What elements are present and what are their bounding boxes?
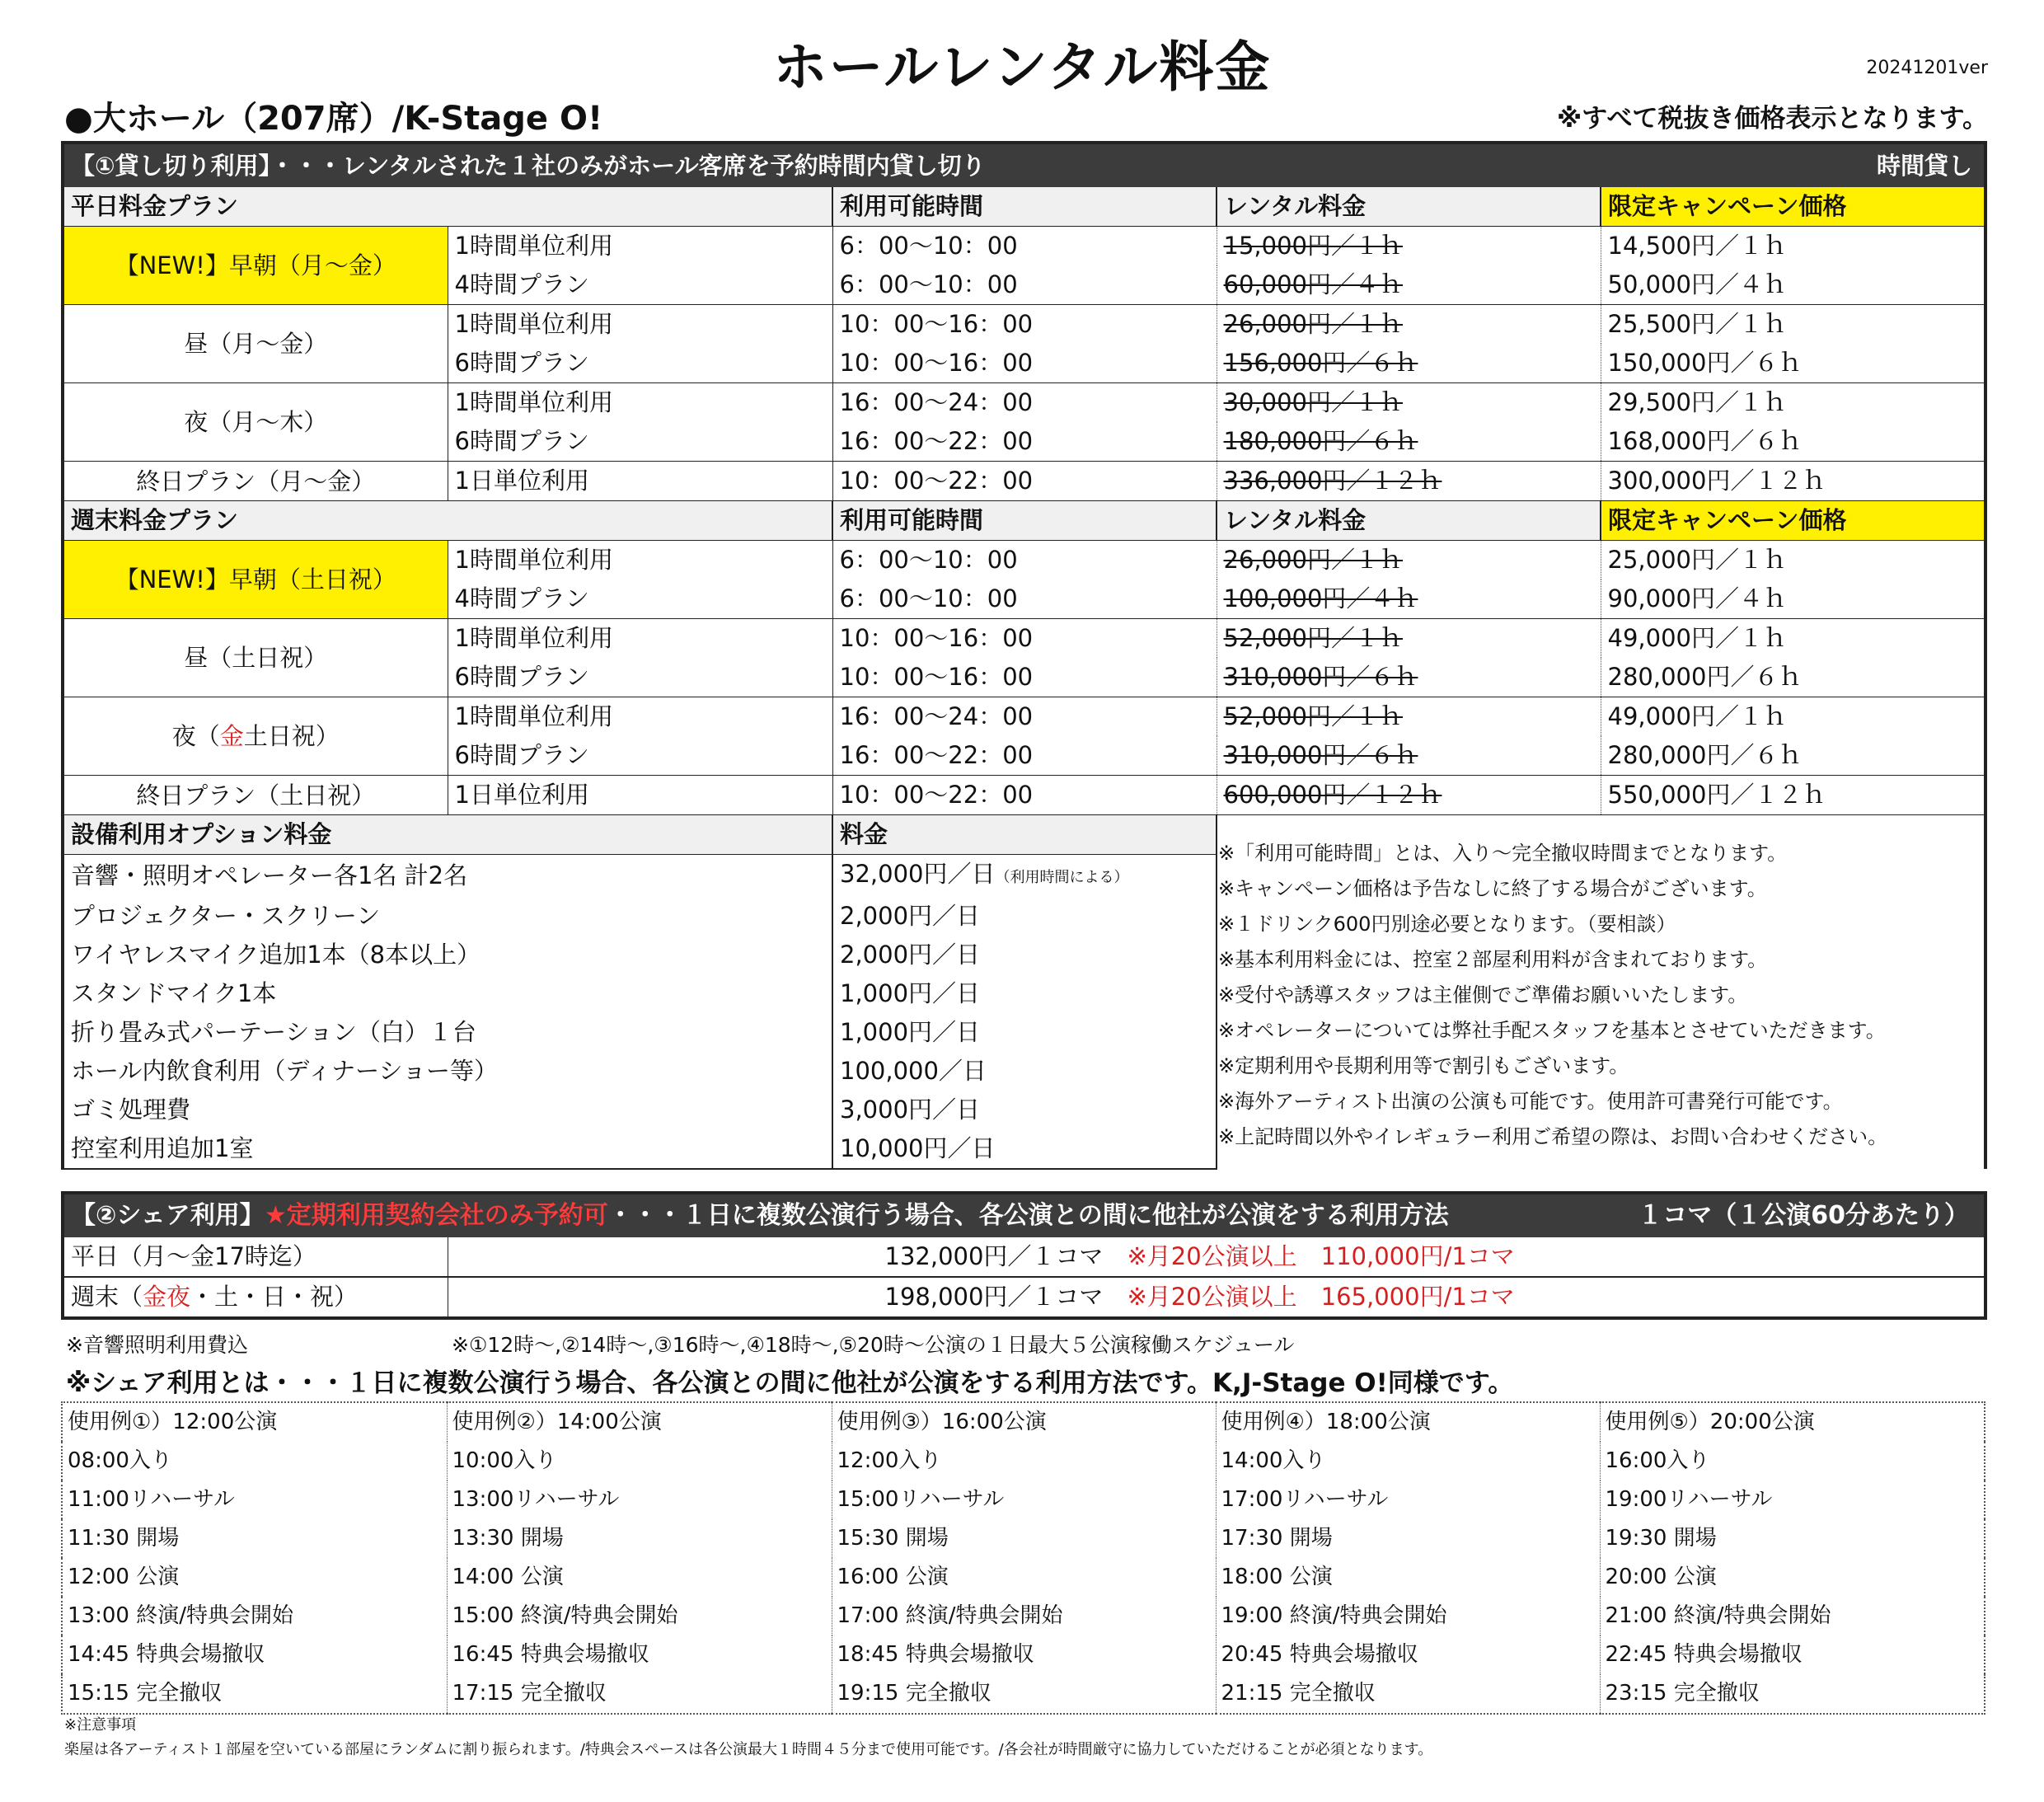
campaign-price: 25,000円／１ｈ bbox=[1601, 541, 1985, 580]
example-step: 13:30 開場 bbox=[447, 1519, 832, 1558]
options-price-header: 料金 bbox=[832, 815, 1217, 855]
example-step: 15:15 完全撤収 bbox=[68, 1681, 223, 1706]
campaign-price: 150,000円／６ｈ bbox=[1601, 344, 1985, 383]
price-row bbox=[63, 619, 1985, 659]
example-step: 15:00リハーサル bbox=[832, 1481, 1216, 1519]
example-row bbox=[62, 1597, 1985, 1635]
share-explanation: ※シェア利用とは・・・１日に複数公演行う場合、各公演との間に他社が公演をする利用方法です。K,J-Stage O!同様です。 bbox=[66, 1368, 1514, 1398]
regular-price-value: 600,000円／１２ｈ bbox=[1223, 781, 1442, 809]
example-title: 使用例③）16:00公演 bbox=[832, 1402, 1216, 1442]
regular-price bbox=[1217, 619, 1601, 659]
campaign-price: 90,000円／４ｈ bbox=[1601, 580, 1985, 619]
example-title: 使用例①）12:00公演 bbox=[68, 1410, 278, 1434]
plan-type: 6時間プラン bbox=[448, 422, 832, 462]
plan-type: 6時間プラン bbox=[448, 344, 832, 383]
regular-price bbox=[1217, 344, 1601, 383]
available-time: 16：00～24：00 bbox=[832, 383, 1217, 423]
regular-price bbox=[1217, 462, 1601, 501]
regular-price-value: 26,000円／１ｈ bbox=[1223, 546, 1403, 574]
example-step: 22:45 特典会場撤収 bbox=[1600, 1635, 1985, 1674]
example-step: 20:45 特典会場撤収 bbox=[1216, 1635, 1600, 1674]
share-header-unit: １コマ（１公演60分あたり） bbox=[448, 1193, 1985, 1237]
usage-examples bbox=[61, 1401, 1985, 1715]
hall-name: ●大ホール（207席）/K-Stage O! bbox=[64, 100, 603, 138]
note-item: ※定期利用や長期利用等で割引もございます。 bbox=[1218, 1054, 1629, 1077]
example-step: 14:00入り bbox=[1216, 1442, 1600, 1481]
option-price: 100,000／日 bbox=[832, 1052, 1217, 1091]
available-time: 16：00～22：00 bbox=[832, 736, 1217, 776]
weekend-campaign-header: 限定キャンペーン価格 bbox=[1601, 501, 1985, 541]
option-price: 1,000円／日 bbox=[832, 974, 1217, 1013]
option-name: 控室利用追加1室 bbox=[63, 1129, 832, 1169]
example-step: 19:00 終演/特典会開始 bbox=[1216, 1597, 1600, 1635]
plan-type: 6時間プラン bbox=[448, 658, 832, 697]
campaign-price: 29,500円／１ｈ bbox=[1601, 383, 1985, 423]
regular-price-value: 336,000円／１２ｈ bbox=[1223, 467, 1442, 495]
plan-name: 昼（月～金） bbox=[63, 305, 448, 383]
footer-title: ※注意事項 bbox=[64, 1716, 137, 1734]
footer-text: 楽屋は各アーティスト１部屋を空いている部屋にランダムに割り振られます。/特典会スペースは各公演最大１時間４５分まで使用可能です。/各会社が時間厳守に協力していただけることが必須となります。 bbox=[64, 1741, 1433, 1758]
campaign-price: 550,000円／１２ｈ bbox=[1601, 776, 1985, 815]
option-name: スタンドマイク1本 bbox=[71, 979, 277, 1007]
option-name: 音響・照明オペレーター各1名 計2名 bbox=[71, 861, 468, 889]
plan-type: 1時間単位利用 bbox=[448, 619, 832, 659]
note-item: ※「利用可能時間」とは、入り～完全撤収時間までとなります。 bbox=[1218, 842, 1788, 865]
example-row bbox=[62, 1442, 1985, 1481]
price-row bbox=[63, 776, 1985, 815]
available-time: 6：00～10：00 bbox=[832, 265, 1217, 305]
plan-name: 【NEW!】早朝（月～金） bbox=[63, 227, 448, 305]
example-step: 10:00入り bbox=[447, 1442, 832, 1481]
example-step: 19:15 完全撤収 bbox=[832, 1674, 1216, 1714]
option-price: 10,000円／日 bbox=[832, 1129, 1217, 1169]
available-time: 6：00～10：00 bbox=[832, 541, 1217, 580]
rental-header: 【①貸し切り利用】・・・レンタルされた１社のみがホール客席を予約時間内貸し切り bbox=[63, 143, 1601, 187]
regular-price-value: 100,000円／４ｈ bbox=[1223, 584, 1418, 612]
example-row bbox=[62, 1674, 1985, 1714]
example-step: 19:00リハーサル bbox=[1600, 1481, 1985, 1519]
campaign-price: 25,500円／１ｈ bbox=[1601, 305, 1985, 345]
price-row bbox=[63, 305, 1985, 345]
campaign-price: 280,000円／６ｈ bbox=[1601, 736, 1985, 776]
option-price: 1,000円／日 bbox=[832, 1013, 1217, 1052]
example-step: 19:30 開場 bbox=[1600, 1519, 1985, 1558]
example-row bbox=[62, 1519, 1985, 1558]
weekday-price-header: レンタル料金 bbox=[1217, 187, 1601, 227]
tax-note: ※すべて税抜き価格表示となります。 bbox=[1556, 104, 1988, 134]
regular-price-value: 26,000円／１ｈ bbox=[1223, 310, 1403, 338]
example-step: 14:45 特典会場撤収 bbox=[68, 1642, 265, 1667]
example-step: 17:30 開場 bbox=[1216, 1519, 1600, 1558]
share-weekday-label: 平日（月～金17時迄） bbox=[63, 1237, 448, 1277]
available-time: 10：00～16：00 bbox=[832, 658, 1217, 697]
example-step: 15:30 開場 bbox=[832, 1519, 1216, 1558]
regular-price bbox=[1217, 422, 1601, 462]
plan-type: 1日単位利用 bbox=[448, 462, 832, 501]
example-step: 13:00 終演/特典会開始 bbox=[68, 1603, 293, 1628]
option-name: ゴミ処理費 bbox=[71, 1096, 191, 1124]
campaign-price: 280,000円／６ｈ bbox=[1601, 658, 1985, 697]
plan-type: 4時間プラン bbox=[448, 580, 832, 619]
note-item: ※キャンペーン価格は予告なしに終了する場合がございます。 bbox=[1218, 877, 1767, 900]
note-item: ※上記時間以外やイレギュラー利用ご希望の際は、お問い合わせください。 bbox=[1218, 1125, 1888, 1148]
option-name: ワイヤレスマイク追加1本（8本以上） bbox=[71, 941, 481, 969]
notes-list bbox=[1218, 836, 1976, 1155]
available-time: 16：00～22：00 bbox=[832, 422, 1217, 462]
regular-price bbox=[1217, 383, 1601, 423]
example-step: 13:00リハーサル bbox=[447, 1481, 832, 1519]
regular-price bbox=[1217, 227, 1601, 266]
price-row bbox=[63, 541, 1985, 580]
share-price-table bbox=[61, 1191, 1987, 1320]
regular-price-value: 52,000円／１ｈ bbox=[1223, 624, 1403, 652]
weekday-time-header: 利用可能時間 bbox=[832, 187, 1217, 227]
rental-header-unit: 時間貸し bbox=[1601, 143, 1985, 187]
plan-name: 夜（月～木） bbox=[63, 383, 448, 462]
available-time: 10：00～16：00 bbox=[832, 305, 1217, 345]
regular-price-value: 30,000円／１ｈ bbox=[1223, 388, 1403, 416]
regular-price bbox=[1217, 658, 1601, 697]
weekend-plan-header: 週末料金プラン bbox=[63, 501, 832, 541]
example-row bbox=[62, 1558, 1985, 1597]
option-price: 2,000円／日 bbox=[832, 936, 1217, 974]
regular-price bbox=[1217, 776, 1601, 815]
example-step: 14:00 公演 bbox=[447, 1558, 832, 1597]
example-step: 16:00 公演 bbox=[832, 1558, 1216, 1597]
example-step: 17:00リハーサル bbox=[1216, 1481, 1600, 1519]
option-price: 3,000円／日 bbox=[832, 1091, 1217, 1129]
example-step: 21:00 終演/特典会開始 bbox=[1600, 1597, 1985, 1635]
note-item: ※海外アーティスト出演の公演も可能です。使用許可書発行可能です。 bbox=[1218, 1090, 1843, 1113]
page-title: ホールレンタル料金 bbox=[772, 35, 1272, 99]
available-time: 16：00～24：00 bbox=[832, 697, 1217, 737]
example-step: 11:00リハーサル bbox=[68, 1487, 235, 1512]
price-row bbox=[63, 462, 1985, 501]
available-time: 6：00～10：00 bbox=[832, 580, 1217, 619]
example-step: 12:00 公演 bbox=[68, 1565, 180, 1589]
price-row bbox=[63, 697, 1985, 737]
plan-type: 1時間単位利用 bbox=[448, 697, 832, 737]
example-step: 16:45 特典会場撤収 bbox=[447, 1635, 832, 1674]
plan-type: 4時間プラン bbox=[448, 265, 832, 305]
example-step: 17:15 完全撤収 bbox=[447, 1674, 832, 1714]
example-step: 20:00 公演 bbox=[1600, 1558, 1985, 1597]
campaign-price: 300,000円／１２ｈ bbox=[1601, 462, 1985, 501]
note-item: ※オペレーターについては弊社手配スタッフを基本とさせていただきます。 bbox=[1218, 1019, 1886, 1042]
version-label: 20241201ver bbox=[1866, 58, 1988, 78]
plan-name: 昼（土日祝） bbox=[63, 619, 448, 697]
campaign-price: 168,000円／６ｈ bbox=[1601, 422, 1985, 462]
regular-price bbox=[1217, 580, 1601, 619]
price-row bbox=[63, 383, 1985, 423]
example-step: 23:15 完全撤収 bbox=[1600, 1674, 1985, 1714]
example-step: 12:00入り bbox=[832, 1442, 1216, 1481]
plan-type: 1時間単位利用 bbox=[448, 305, 832, 345]
available-time: 6：00～10：00 bbox=[832, 227, 1217, 266]
weekend-price-header: レンタル料金 bbox=[1217, 501, 1601, 541]
option-note: （利用時間による） bbox=[995, 869, 1129, 886]
regular-price bbox=[1217, 265, 1601, 305]
available-time: 10：00～16：00 bbox=[832, 344, 1217, 383]
plan-type: 1日単位利用 bbox=[448, 776, 832, 815]
example-step: 18:00 公演 bbox=[1216, 1558, 1600, 1597]
regular-price-value: 60,000円／４ｈ bbox=[1223, 270, 1403, 298]
example-title: 使用例②）14:00公演 bbox=[447, 1402, 832, 1442]
regular-price bbox=[1217, 697, 1601, 737]
plan-type: 1時間単位利用 bbox=[448, 383, 832, 423]
example-step: 15:00 終演/特典会開始 bbox=[447, 1597, 832, 1635]
example-step: 18:45 特典会場撤収 bbox=[832, 1635, 1216, 1674]
plan-type: 1時間単位利用 bbox=[448, 227, 832, 266]
weekday-plan-header: 平日料金プラン bbox=[63, 187, 832, 227]
option-price: 32,000円／日（利用時間による） bbox=[832, 855, 1217, 898]
option-price: 2,000円／日 bbox=[832, 897, 1217, 936]
regular-price-value: 156,000円／６ｈ bbox=[1223, 349, 1418, 377]
share-weekday-price: 132,000円／１コマ ※月20公演以上 110,000円/1コマ bbox=[884, 1242, 1515, 1270]
regular-price-value: 180,000円／６ｈ bbox=[1223, 427, 1418, 455]
plan-name: 終日プラン（月～金） bbox=[63, 462, 448, 501]
share-weekend-label: 週末（金夜・土・日・祝） bbox=[63, 1277, 448, 1318]
share-weekend-price: 198,000円／１コマ ※月20公演以上 165,000円/1コマ bbox=[884, 1283, 1515, 1311]
share-note-right: ※①12時～,②14時～,③16時～,④18時～,⑤20時～公演の１日最大５公演稼働スケジュール bbox=[452, 1333, 1295, 1357]
note-item: ※１ドリンク600円別途必要となります。（要相談） bbox=[1218, 913, 1676, 936]
weekend-time-header: 利用可能時間 bbox=[832, 501, 1217, 541]
price-row bbox=[63, 227, 1985, 266]
example-row bbox=[62, 1402, 1985, 1442]
note-item: ※受付や誘導スタッフは主催側でご準備お願いいたします。 bbox=[1218, 983, 1748, 1007]
regular-price-value: 310,000円／６ｈ bbox=[1223, 741, 1418, 769]
example-row bbox=[62, 1635, 1985, 1674]
example-step: 21:15 完全撤収 bbox=[1216, 1674, 1600, 1714]
example-step: 16:00入り bbox=[1600, 1442, 1985, 1481]
option-name: プロジェクター・スクリーン bbox=[71, 902, 381, 930]
plan-name: 終日プラン（土日祝） bbox=[63, 776, 448, 815]
example-step: 08:00入り bbox=[68, 1448, 172, 1473]
campaign-price: 14,500円／１ｈ bbox=[1601, 227, 1985, 266]
share-header: 【②シェア利用】★定期利用契約会社のみ予約可・・・１日に複数公演行う場合、各公演との間に他社が公演をする利用方法 bbox=[63, 1193, 448, 1237]
available-time: 10：00～16：00 bbox=[832, 619, 1217, 659]
option-name: 折り畳み式パーテーション（白）１台 bbox=[71, 1018, 476, 1046]
example-title: 使用例④）18:00公演 bbox=[1216, 1402, 1600, 1442]
option-name: ホール内飲食利用（ディナーショー等） bbox=[71, 1057, 498, 1085]
available-time: 10：00～22：00 bbox=[832, 776, 1217, 815]
plan-name: 【NEW!】早朝（土日祝） bbox=[63, 541, 448, 619]
available-time: 10：00～22：00 bbox=[832, 462, 1217, 501]
plan-type: 1時間単位利用 bbox=[448, 541, 832, 580]
example-title: 使用例⑤）20:00公演 bbox=[1600, 1402, 1985, 1442]
share-weekend-discount: ※月20公演以上 165,000円/1コマ bbox=[1127, 1283, 1515, 1311]
campaign-price: 50,000円／４ｈ bbox=[1601, 265, 1985, 305]
regular-price-value: 52,000円／１ｈ bbox=[1223, 702, 1403, 730]
options-header: 設備利用オプション料金 bbox=[63, 815, 832, 855]
plan-type: 6時間プラン bbox=[448, 736, 832, 776]
weekday-campaign-header: 限定キャンペーン価格 bbox=[1601, 187, 1985, 227]
regular-price-value: 310,000円／６ｈ bbox=[1223, 663, 1418, 691]
campaign-price: 49,000円／１ｈ bbox=[1601, 697, 1985, 737]
regular-price bbox=[1217, 736, 1601, 776]
share-header-restriction: ★定期利用契約会社のみ予約可 bbox=[264, 1201, 608, 1230]
regular-price bbox=[1217, 305, 1601, 345]
regular-price bbox=[1217, 541, 1601, 580]
campaign-price: 49,000円／１ｈ bbox=[1601, 619, 1985, 659]
plan-name: 夜（金土日祝） bbox=[63, 697, 448, 776]
note-item: ※基本利用料金には、控室２部屋利用料が含まれております。 bbox=[1218, 948, 1768, 971]
regular-price-value: 15,000円／１ｈ bbox=[1223, 232, 1403, 260]
example-step: 17:00 終演/特典会開始 bbox=[832, 1597, 1216, 1635]
example-row bbox=[62, 1481, 1985, 1519]
share-note-left: ※音響照明利用費込 bbox=[66, 1333, 248, 1357]
share-weekday-discount: ※月20公演以上 110,000円/1コマ bbox=[1127, 1242, 1515, 1270]
example-step: 11:30 開場 bbox=[68, 1526, 180, 1551]
